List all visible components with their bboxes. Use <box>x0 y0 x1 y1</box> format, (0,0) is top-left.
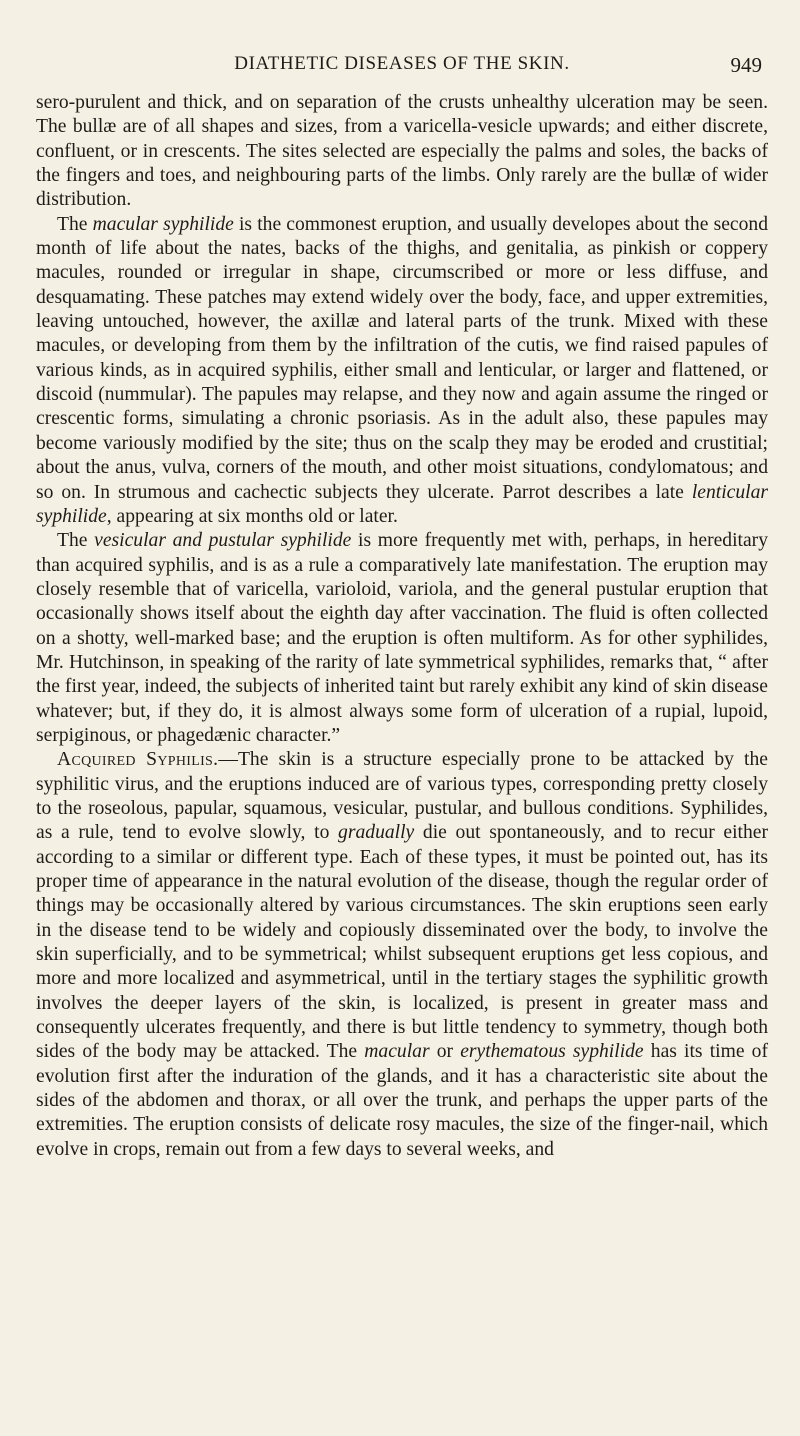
paragraph-macular-syphilide: The macular syphilide is the commonest eruption, and usually developes about the second month of life about the nates, backs of the thighs, and genitalia, as pinkish or coppery macules, rounded or irregular in shape, circumscribed or more or less diffuse, and desquamating. These patches may extend widely over the body, face, and upper extremities, leaving untouched, however, the axillæ and lateral parts of the trunk. Mixed with these macules, or developing from them by the infiltration of the cutis, we find raised papules of various kinds, as in acquired syphilis, either small and lenticular, or larger and flattened, or discoid (nummular). The papules may relapse, and they now and again assume the ringed or crescentic forms, simulating a chronic psoriasis. As in the adult also, these papules may become variously modified by the site; thus on the scalp they may be eroded and crustitial; about the anus, vulva, corners of the mouth, and other moist situations, condylomatous; and so on. In strumous and cachectic subjects they ulcerate. Parrot describes a late lenticular syphilide, appearing at six months old or later. <box>36 213 768 527</box>
term-gradually: gradually <box>338 822 415 844</box>
term-macular-syphilide: macular syphilide <box>92 213 234 235</box>
term-lenticular-syphilide: lenticular syphilide <box>36 481 768 527</box>
page-number: 949 <box>730 53 762 77</box>
term-erythematous-syphilide: erythematous syphilide <box>460 1041 644 1063</box>
running-title: DIATHETIC DISEASES OF THE SKIN. <box>234 53 570 74</box>
body-text <box>36 91 768 1162</box>
term-vesicular-pustular-syphilide: vesicular and pustular syphilide <box>94 530 352 552</box>
paragraph-acquired-syphilis: Acquired Syphilis.—The skin is a structure especially prone to be attacked by the syphilitic virus, and the eruptions induced are of various types, corresponding pretty closely to the roseolous, papular, squamous, vesicular, pustular, and bullous conditions. Syphilides, as a rule, tend to evolve slowly, to gradually die out spontaneously, and to recur either according to a similar or different type. Each of these types, it must be pointed out, has its proper time of appearance in the natural evolution of the disease, though the regular order of things may be occasionally altered by various circumstances. The skin eruptions seen early in the disease tend to be widely and copiously disseminated over the body, to involve the skin superficially, and to be symmetrical; whilst subsequent eruptions get less copious, and more and more localized and asymmetrical, until in the tertiary stages the syphilitic growth involves the deeper layers of the skin, is localized, is present in greater mass and consequently ulcerates frequently, and there is but little tendency to symmetry, though both sides of the body may be attacked. The macular or erythematous syphilide has its time of evolution first after the induration of the glands, and it has a characteristic site about the sides of the abdomen and thorax, or all over the trunk, and perhaps the upper parts of the extremities. The eruption consists of delicate rosy macules, the size of the finger-nail, which evolve in crops, remain out from a few days to several weeks, and <box>36 749 768 1160</box>
paragraph-bullae: sero-purulent and thick, and on separation of the crusts unhealthy ulceration may be seen. The bullæ are of all shapes and sizes, from a varicella-vesicle upwards; and either discrete, confluent, or in crescents. The sites selected are especially the palms and soles, the backs of the fingers and toes, and neighbouring parts of the limbs. Only rarely are the bullæ of wider distribution. <box>36 92 768 211</box>
section-heading-acquired-syphilis: Acquired Syphilis. <box>57 749 219 771</box>
running-header <box>36 53 768 79</box>
term-macular: macular <box>364 1041 430 1063</box>
paragraph-vesicular-syphilide: The vesicular and pustular syphilide is more frequently met with, perhaps, in hereditary than acquired syphilis, and is as a rule a comparatively late manifestation. The eruption may closely resemble that of varicella, varioloid, variola, and the general pustular eruption that occasionally shows itself about the eighth day after vaccination. The fluid is often collected on a shotty, well-marked base; and the eruption is often multiform. As for other syphilides, Mr. Hutchinson, in speaking of the rarity of late symmetrical syphilides, remarks that, “ after the first year, indeed, the subjects of inherited taint but rarely exhibit any kind of skin disease whatever; but, if they do, it is almost always some form of ulceration of a rupial, lupoid, serpiginous, or phagedænic character.” <box>36 530 768 746</box>
